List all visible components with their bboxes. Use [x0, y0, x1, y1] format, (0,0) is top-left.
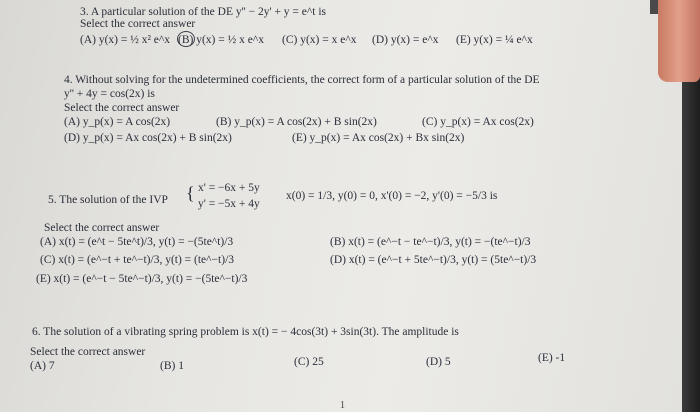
q3-option-b[interactable]: (B) y(x) = ½ x e^x — [178, 34, 264, 46]
q5-system-line2: y' = −5x + 4y — [198, 198, 260, 210]
page-number: 1 — [340, 400, 345, 411]
q6-option-a[interactable]: (A) 7 — [30, 360, 55, 372]
q5-option-a[interactable]: (A) x(t) = (e^t − 5te^t)/3, y(t) = −(5te^t)/3 — [40, 236, 234, 248]
q3-option-a[interactable]: (A) y(x) = ½ x² e^x — [80, 34, 171, 46]
q5-option-d[interactable]: (D) x(t) = (e^−t + 5te^−t)/3, y(t) = (5te^−t)/3 — [330, 254, 537, 266]
q4-equation: y'' + 4y = cos(2x) is — [64, 88, 155, 100]
q4-option-c[interactable]: (C) y_p(x) = Ax cos(2x) — [422, 116, 534, 128]
q5-option-b[interactable]: (B) x(t) = (e^−t − te^−t)/3, y(t) = −(te^−t)/3 — [330, 236, 531, 248]
q3-prompt: Select the correct answer — [80, 18, 196, 30]
q4-option-a[interactable]: (A) y_p(x) = A cos(2x) — [64, 116, 171, 128]
q5-conditions: x(0) = 1/3, y(0) = 0, x'(0) = −2, y'(0) = −5/3 is — [286, 190, 498, 202]
q5-brace: { — [186, 183, 195, 203]
q3-option-e[interactable]: (E) y(x) = ¼ e^x — [456, 34, 533, 46]
q4-option-e[interactable]: (E) y_p(x) = Ax cos(2x) + Bx sin(2x) — [292, 132, 465, 144]
pencil-eraser — [658, 0, 700, 82]
q4-option-b[interactable]: (B) y_p(x) = A cos(2x) + B sin(2x) — [216, 116, 377, 128]
q6-option-b[interactable]: (B) 1 — [160, 360, 184, 372]
q5-prompt: Select the correct answer — [44, 222, 160, 234]
q6-stem: 6. The solution of a vibrating spring problem is x(t) = − 4cos(3t) + 3sin(3t). The amplitude is — [32, 326, 459, 338]
q5-system-line1: x' = −6x + 5y — [198, 182, 260, 194]
q5-option-c[interactable]: (C) x(t) = (e^−t + te^−t)/3, y(t) = (te^−t)/3 — [40, 254, 235, 266]
q6-prompt: Select the correct answer — [30, 346, 146, 358]
q4-option-d[interactable]: (D) y_p(x) = Ax cos(2x) + B sin(2x) — [64, 132, 232, 144]
q5-option-e[interactable]: (E) x(t) = (e^−t − 5te^−t)/3, y(t) = −(5te^−t)/3 — [36, 273, 248, 285]
q6-option-c[interactable]: (C) 25 — [294, 356, 324, 368]
q4-stem: 4. Without solving for the undetermined coefficients, the correct form of a particular solution of the DE — [64, 74, 540, 86]
q5-stem: 5. The solution of the IVP — [48, 194, 168, 206]
q3-stem: 3. A particular solution of the DE y'' − 2y' + y = e^t is — [80, 6, 327, 18]
q3-option-c[interactable]: (C) y(x) = x e^x — [282, 34, 357, 46]
q6-option-e[interactable]: (E) -1 — [538, 352, 566, 364]
q6-option-d[interactable]: (D) 5 — [426, 356, 451, 368]
q3-option-d[interactable]: (D) y(x) = e^x — [372, 34, 439, 46]
q4-prompt: Select the correct answer — [64, 102, 180, 114]
